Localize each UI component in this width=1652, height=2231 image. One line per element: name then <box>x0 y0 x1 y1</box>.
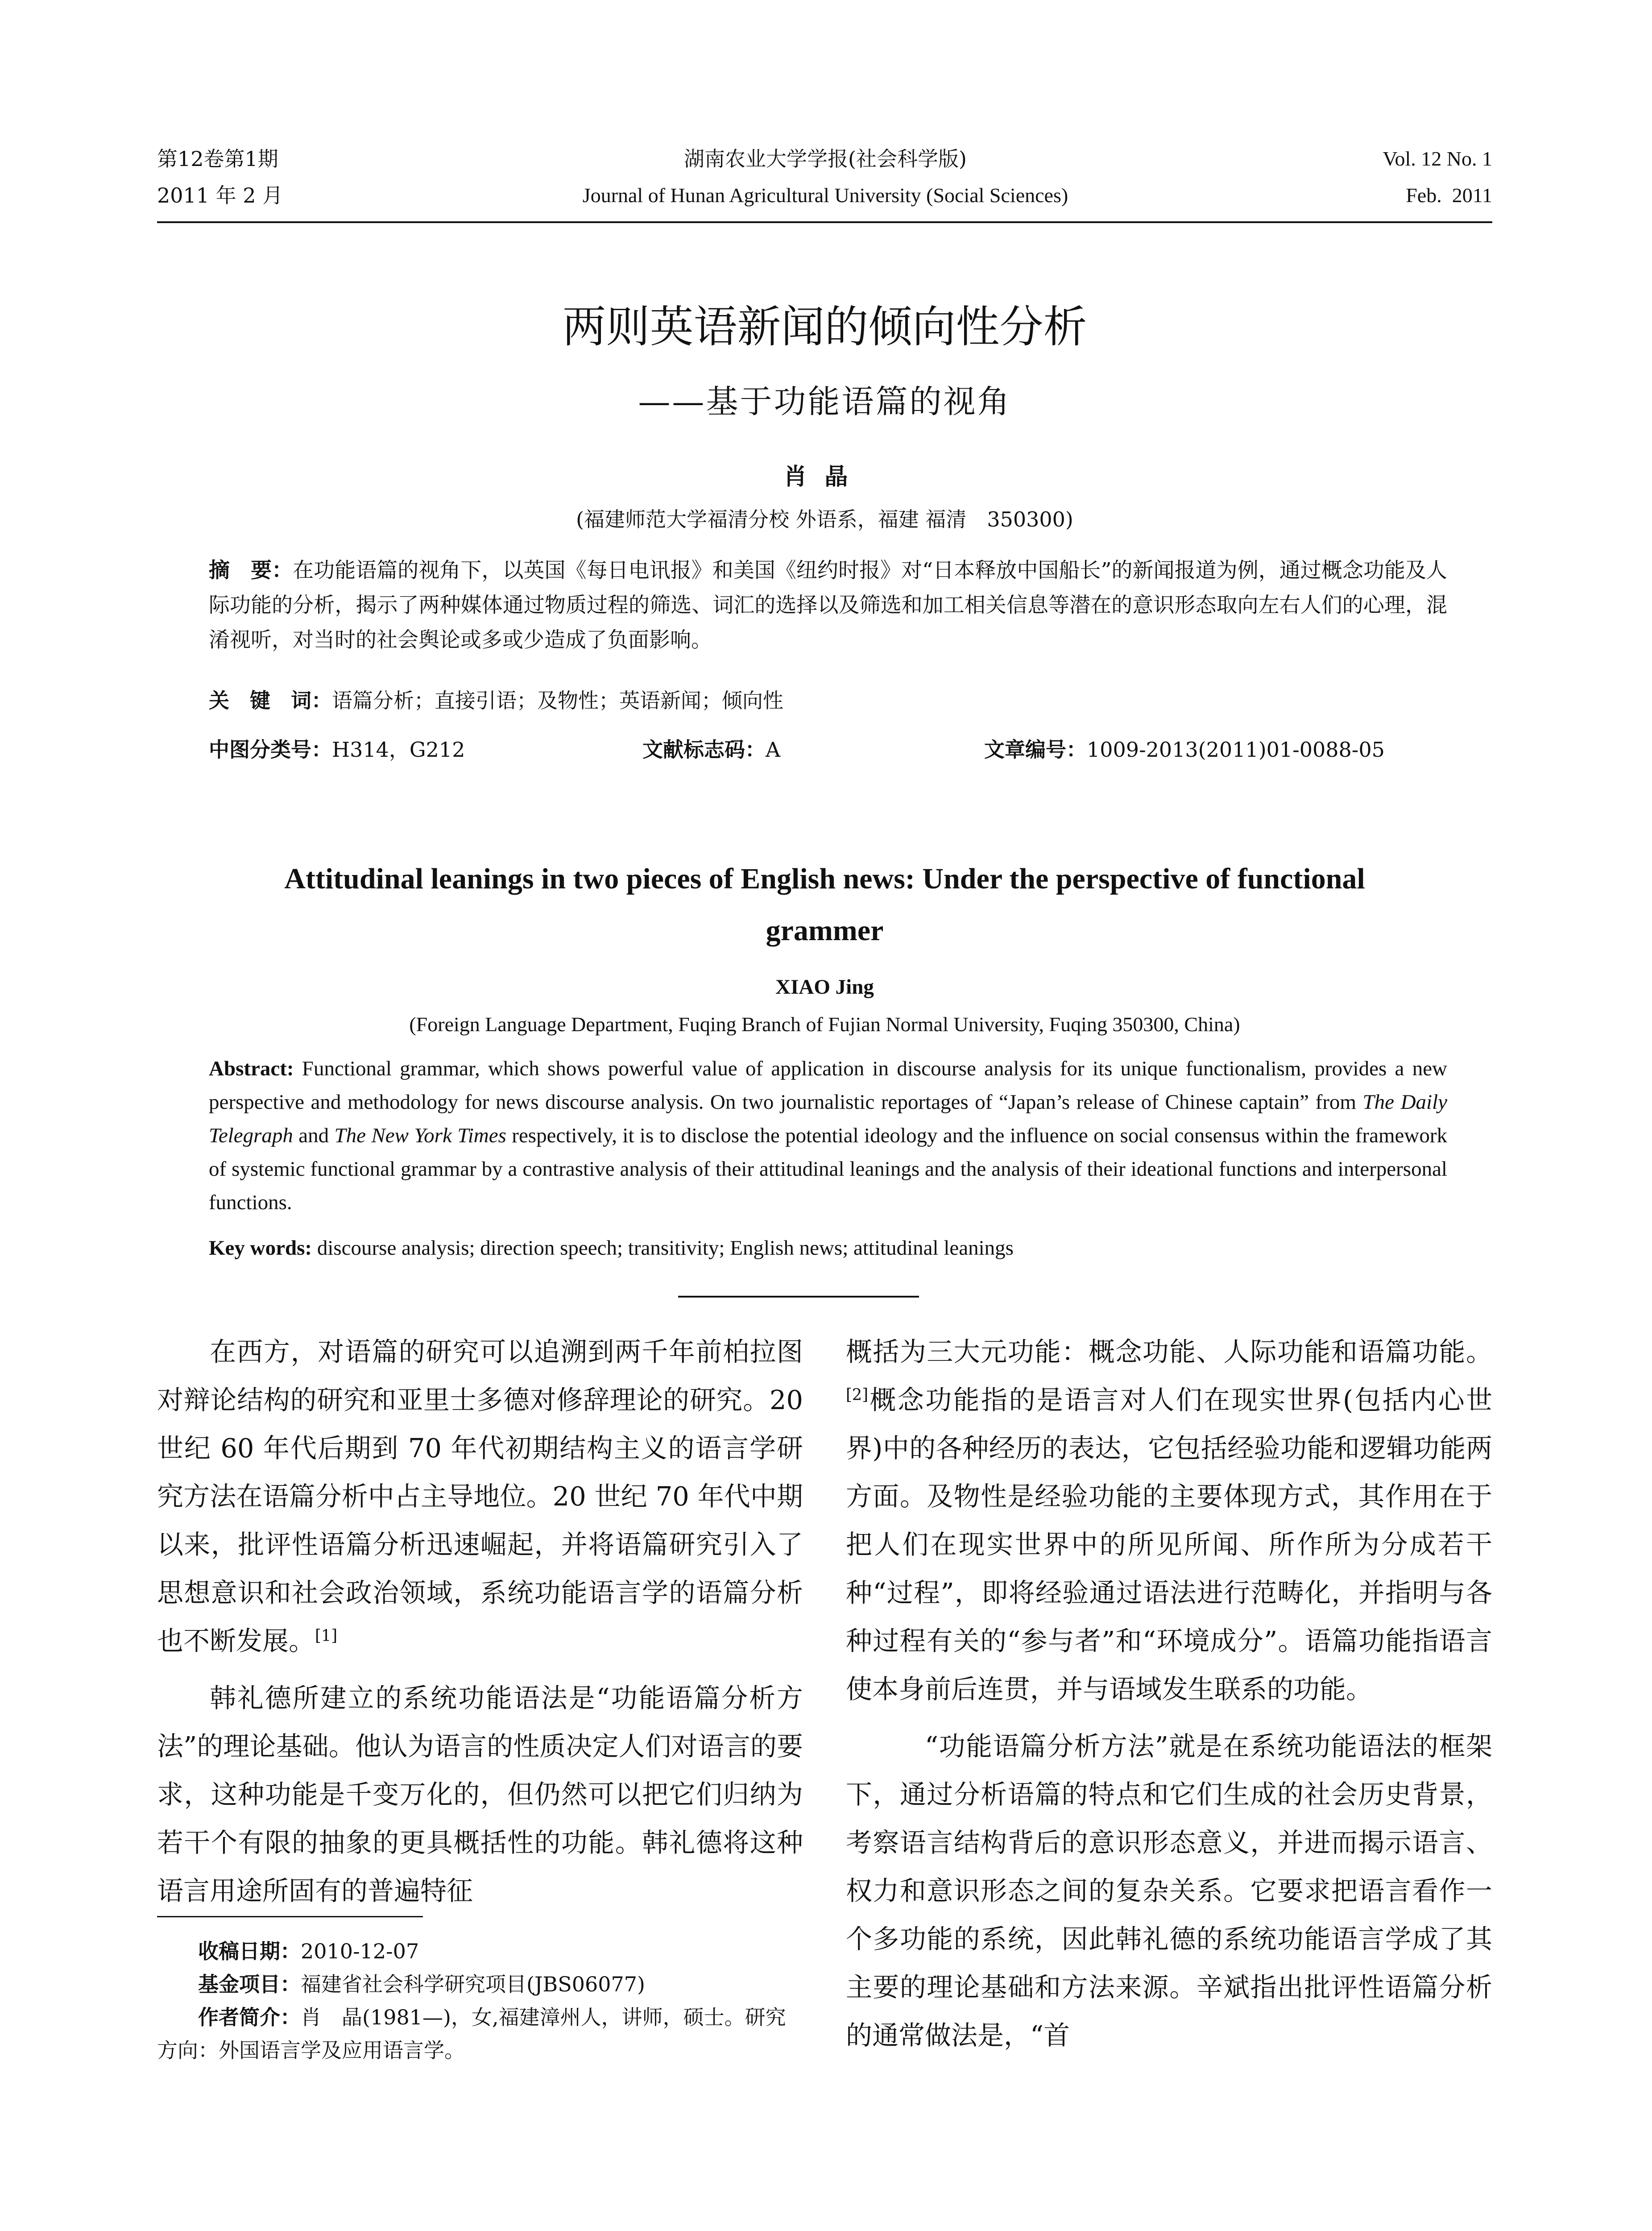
keywords-en-text: discourse analysis; direction speech; transitivity; English news; attitudinal leanings <box>312 1236 1014 1260</box>
footnote-author-bio <box>157 2001 803 2067</box>
footnote-received-value: 2010-12-07 <box>301 1939 419 1963</box>
body-right-paragraph-1 <box>846 1328 1492 1713</box>
abstract-en-source-nyt: The New York Times <box>334 1124 506 1147</box>
footnote-rule <box>157 1916 423 1917</box>
body-left-p1-text: 在西方，对语篇的研究可以追溯到两千年前柏拉图对辩论结构的研究和亚里士多德对修辞理论的研究。20 世纪 60 年代后期到 70 年代初期结构主义的语言学研究方法在语篇分析中占主导地位。20 世纪 70 年代中期以来，批评性语篇分析迅速崛起，并将语篇研究引入了思想意识和社会政治领域，系统功能语言学的语篇分析也不断发展。 <box>157 1336 803 1656</box>
abstract-en-text-b: and <box>293 1124 335 1147</box>
subtitle-cn: ——基于功能语篇的视角 <box>638 383 1011 420</box>
author-en: XIAO Jing <box>775 975 874 999</box>
doc-code-label: 文献标志码： <box>642 738 766 762</box>
body-right-p1-text-b: 概念功能指的是语言对人们在现实世界(包括内心世界)中的各种经历的表达，它包括经验功能和逻辑功能两方面。及物性是经验功能的主要体现方式，其作用在于把人们在现实世界中的所见所闻、所作所为分成若干种“过程”，即将经验通过语法进行范畴化，并指明与各种过程有关的“参与者”和“环境成分”。语篇功能指语言使本身前后连贯，并与语域发生联系的功能。 <box>846 1385 1492 1704</box>
footnote-fund-value: 福建省社会科学研究项目(JBS06077) <box>301 1972 645 1996</box>
footnote-fund <box>157 1968 803 2001</box>
keywords-cn-text: 语篇分析；直接引语；及物性；英语新闻；倾向性 <box>332 688 783 713</box>
affiliation-cn: (福建师范大学福清分校 外语系，福建 福清 350300) <box>576 507 1073 531</box>
article-number-label: 文章编号： <box>984 738 1087 762</box>
abstract-separator-rule <box>678 1296 919 1298</box>
document-code <box>642 735 780 764</box>
title-en-line1: Attitudinal leanings in two pieces of English news: Under the perspective of functional <box>284 863 1365 895</box>
doc-code-value: A <box>766 738 781 762</box>
clc-number <box>209 735 465 764</box>
body-column-right <box>846 1328 1492 2069</box>
footnote-bio-label: 作者简介： <box>198 2005 301 2029</box>
article-number-value: 1009-2013(2011)01-0088-05 <box>1087 738 1385 762</box>
body-column-left <box>157 1328 803 1924</box>
abstract-en <box>209 1052 1447 1219</box>
author-cn: 肖晶 <box>783 464 866 490</box>
title-en <box>157 853 1492 957</box>
abstract-cn-text: 在功能语篇的视角下，以英国《每日电讯报》和美国《纽约时报》对“日本释放中国船长”的新闻报道为例，通过概念功能及人际功能的分析，揭示了两种媒体通过物质过程的筛选、词汇的选择以及筛选和加工相关信息等潜在的意识形态取向左右人们的心理，混淆视听，对当时的社会舆论或多或少造成了负面影响。 <box>209 558 1447 652</box>
header-journal-en: Journal of Hunan Agricultural University (Social Sciences) <box>582 184 1068 207</box>
keywords-cn-label: 关 键 词： <box>209 688 332 713</box>
citation-2: [2] <box>846 1385 869 1404</box>
clc-label: 中图分类号： <box>209 738 332 762</box>
citation-1: [1] <box>315 1626 338 1645</box>
header-rule <box>157 221 1492 223</box>
body-right-paragraph-2: “功能语篇分析方法”就是在系统功能语法的框架下，通过分析语篇的特点和它们生成的社会历史背景，考察语言结构背后的意识形态意义，并进而揭示语言、权力和意识形态之间的复杂关系。它要求把语言看作一个多功能的系统，因此韩礼德的系统功能语言学成了其主要的理论基础和方法来源。辛斌指出批评性语篇分析的通常做法是，“首 <box>846 1731 1492 2051</box>
footnotes <box>157 1935 803 2067</box>
header-date-en: Feb. 2011 <box>1406 184 1492 207</box>
body-left-paragraph-2: 韩礼德所建立的系统功能语法是“功能语篇分析方法”的理论基础。他认为语言的性质决定人们对语言的要求，这种功能是千变万化的，但仍然可以把它们归纳为若干个有限的抽象的更具概括性的功能。韩礼德将这种语言用途所固有的普遍特征 <box>157 1683 803 1906</box>
title-cn: 两则英语新闻的倾向性分析 <box>562 302 1087 352</box>
abstract-cn-label: 摘 要： <box>209 558 293 583</box>
keywords-cn <box>209 686 1447 715</box>
abstract-en-label: Abstract: <box>209 1057 294 1080</box>
abstract-en-text-a: Functional grammar, which shows powerful value of application in discourse analysis for its unique functionalism, provides a new perspective and methodology for news discourse analysis. On two journalistic reportages of “Japan’s release of Chinese captain” from <box>209 1057 1447 1114</box>
article-number <box>984 735 1385 764</box>
keywords-en-label: Key words: <box>209 1236 312 1260</box>
header-volume-cn: 第12卷第1期 <box>157 147 278 171</box>
footnote-fund-label: 基金项目： <box>198 1972 301 1996</box>
body-left-paragraph-1 <box>157 1328 803 1665</box>
title-en-line2: grammer <box>766 914 884 947</box>
clc-value: H314，G212 <box>332 738 465 762</box>
footnote-received <box>157 1935 803 1968</box>
footnote-bio-value: 肖 晶(1981—)，女,福建漳州人，讲师，硕士。研究方向：外国语言学及应用语言学。 <box>157 2005 786 2062</box>
affiliation-en: (Foreign Language Department, Fuqing Branch of Fujian Normal University, Fuqing 350300, China) <box>409 1013 1240 1036</box>
body-right-p1-text-a: 概括为三大元功能：概念功能、人际功能和语篇功能。 <box>846 1336 1492 1367</box>
header-date-cn: 2011 年 2 月 <box>157 183 283 207</box>
keywords-en <box>209 1232 1447 1265</box>
abstract-cn <box>209 553 1447 658</box>
footnote-received-label: 收稿日期： <box>198 1939 301 1963</box>
header-journal-cn: 湖南农业大学学报(社会科学版) <box>684 147 967 171</box>
abstract-en-text-c: respectively, it is to disclose the potential ideology and the influence on social consensus within the framework of systemic functional grammar by a contrastive analysis of their attitudinal leanings and the analysis of their ideational functions and interpersonal functions. <box>209 1124 1447 1214</box>
header-volume-en: Vol. 12 No. 1 <box>1383 147 1492 170</box>
abstract-en-source-telegraph: The Daily Telegraph <box>209 1091 1447 1147</box>
